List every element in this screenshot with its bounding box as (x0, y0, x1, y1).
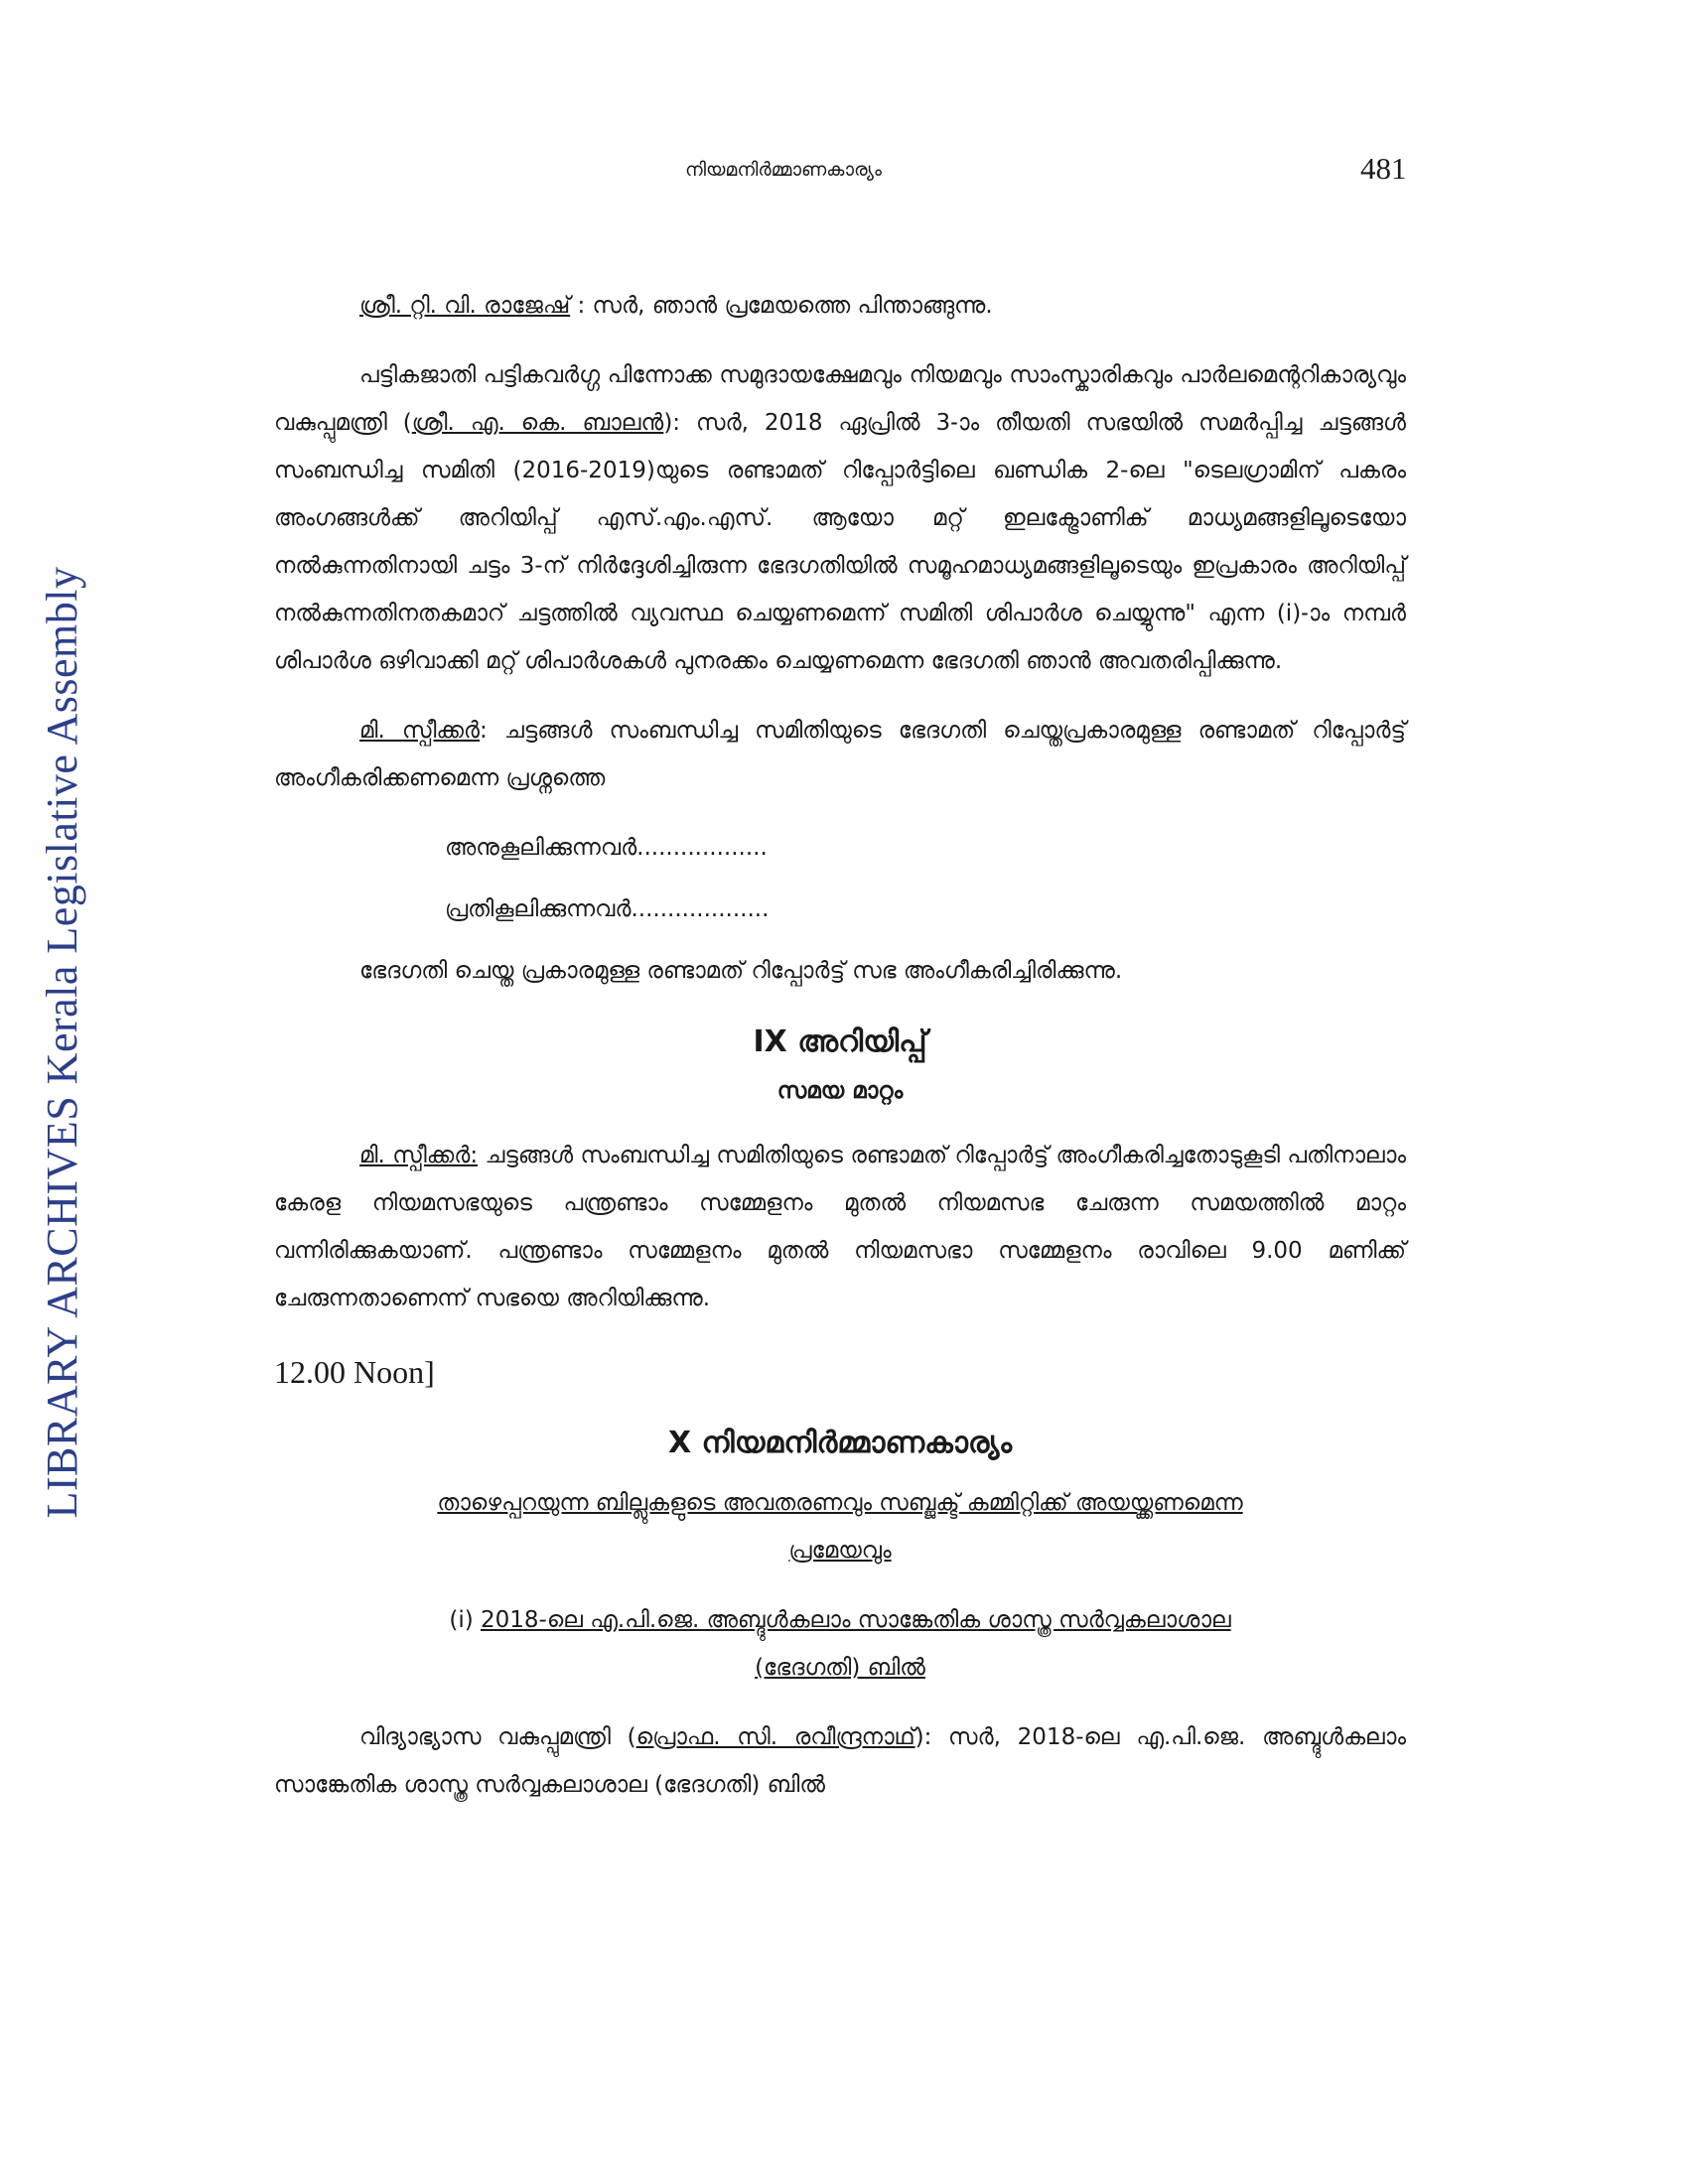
speaker-name: ശ്രീ. റ്റി. വി. രാജേഷ് (359, 293, 571, 319)
bill-title-line: (ഭേദഗതി) ബിൽ (755, 1655, 925, 1681)
motion-subheading (274, 1479, 1406, 1574)
paragraph-text: ചട്ടങ്ങൾ സംബന്ധിച്ച സമിതിയുടെ രണ്ടാമത് റിപ്പോർട്ട് അംഗീകരിച്ചതോടുകൂടി പതിനാലാം കേരള നിയമസഭയുടെ പന്ത്രണ്ടാം സമ്മേളനം മുതൽ നിയമസഭ ചേരുന്ന സമയത്തിൽ മാറ്റം വന്നിരിക്കുകയാണ്. പന്ത്രണ്ടാം സമ്മേളനം മുതൽ നിയമസഭാ സമ്മേളനം രാവിലെ 9.00 മണിക്ക് ചേരുന്നതാണെന്ന് സഭയെ അറിയിക്കുന്നു. (274, 1143, 1406, 1311)
section-heading: X നിയമനിർമ്മാണകാര്യം (667, 1426, 1013, 1460)
motion-subheading-line: പ്രമേയവും (788, 1538, 892, 1564)
archive-watermark: LIBRARY ARCHIVES Kerala Legislative Assembly (38, 566, 86, 1519)
paragraph-seconding (274, 282, 1406, 330)
section-subheading: സമയ മാറ്റം (776, 1078, 904, 1104)
paragraph-time-change (274, 1132, 1406, 1322)
paragraph-text: ): സർ, 2018 ഏപ്രിൽ 3-ാം തീയതി സഭയിൽ സമർപ്പിച്ച ചട്ടങ്ങൾ സംബന്ധിച്ച സമിതി (2016-2019)യുടെ രണ്ടാമത് റിപ്പോർട്ടിലെ ഖണ്ഡിക 2-ലെ "ടെലഗ്രാമിന് പകരം അംഗങ്ങൾക്ക് അറിയിപ്പ് എസ്.എം.എസ്. ആയോ മറ്റ് ഇലക്ട്രോണിക് മാധ്യമങ്ങളിലൂടെയോ നൽകുന്നതിനായി ചട്ടം 3-ന് നിർദ്ദേശിച്ചിരുന്ന ഭേദഗതിയിൽ സമൂഹമാധ്യമങ്ങളിലൂടെയും ഇപ്രകാരം അറിയിപ്പ് നൽകുന്നതിനതകമാറ് ചട്ടത്തിൽ വ്യവസ്ഥ ചെയ്യണമെന്ന് സമിതി ശിപാർശ ചെയ്യുന്നു" എന്ന (i)-ാം നമ്പർ ശിപാർശ ഒഴിവാക്കി മറ്റ് ശിപാർശകൾ പുനരക്കം ചെയ്യണമെന്ന ഭേദഗതി ഞാൻ അവതരിപ്പിക്കുന്നു. (274, 410, 1407, 674)
paragraph-text: പട്ടികജാതി പട്ടികവർഗ്ഗ പിന്നോക്ക സമുദായക്ഷേമവും നിയമവും സാംസ്കാരികവും പാർലമെന്ററികാര്യവും വകുപ്പുമന്ത്രി ( (274, 362, 1406, 436)
running-head: നിയമനിർമ്മാണകാര്യം (685, 159, 882, 181)
motion-subheading-line: താഴെപ്പറയുന്ന ബില്ലുകളുടെ അവതരണവും സബ്ജക്ട് കമ്മിറ്റിക്ക് അയയ്ക്കണമെന്ന (437, 1490, 1243, 1516)
vote-ayes: അനുകൂലിക്കുന്നവർ.................. (445, 835, 768, 861)
speaker-name: പ്രൊഫ. സി. രവീന്ദ്രനാഥ് (635, 1724, 915, 1750)
paragraph-text: : ചട്ടങ്ങൾ സംബന്ധിച്ച സമിതിയുടെ ഭേദഗതി ചെയ്തപ്രകാരമുള്ള രണ്ടാമത് റിപ്പോർട്ട് അംഗീകരിക്കണമെന്ന പ്രശ്നത്തെ (274, 718, 1406, 791)
section-heading: IX അറിയിപ്പ് (753, 1024, 927, 1059)
paragraph-adopted: ഭേദഗതി ചെയ്ത പ്രകാരമുള്ള രണ്ടാമത് റിപ്പോർട്ട് സഭ അംഗീകരിച്ചിരിക്കുന്നു. (359, 958, 1123, 984)
vote-noes: പ്രതികൂലിക്കുന്നവർ................... (445, 896, 770, 922)
bill-title-line: 2018-ലെ എ.പി.ജെ. അബ്ദുൾകലാം സാങ്കേതിക ശാസ്ത്ര സർവ്വകലാശാല (481, 1607, 1231, 1633)
bill-number: (i) (449, 1607, 481, 1633)
speaker-name: മി. സ്പീക്കർ: (359, 1143, 479, 1168)
paragraph-speaker-question (274, 707, 1406, 802)
paragraph-amendment-motion (274, 351, 1406, 685)
page-number: 481 (1360, 151, 1407, 186)
paragraph-text: ): സർ, 2018-ലെ എ.പി.ജെ. അബ്ദുൾകലാം സാങ്കേതിക ശാസ്ത്ര സർവ്വകലാശാല (ഭേദഗതി) ബിൽ (274, 1724, 1406, 1798)
page-body (274, 282, 1406, 1831)
speaker-name: മി. സ്പീക്കർ (359, 718, 481, 744)
paragraph-text: : സർ, ഞാൻ പ്രമേയത്തെ പിന്താങ്ങുന്നു. (570, 293, 993, 319)
bill-title (274, 1596, 1406, 1692)
paragraph-bill-introduction (274, 1713, 1406, 1809)
speaker-name: ശ്രീ. എ. കെ. ബാലൻ (411, 410, 664, 436)
paragraph-text: വിദ്യാഭ്യാസ വകുപ്പുമന്ത്രി ( (359, 1724, 636, 1750)
time-stamp: 12.00 Noon] (274, 1354, 435, 1390)
